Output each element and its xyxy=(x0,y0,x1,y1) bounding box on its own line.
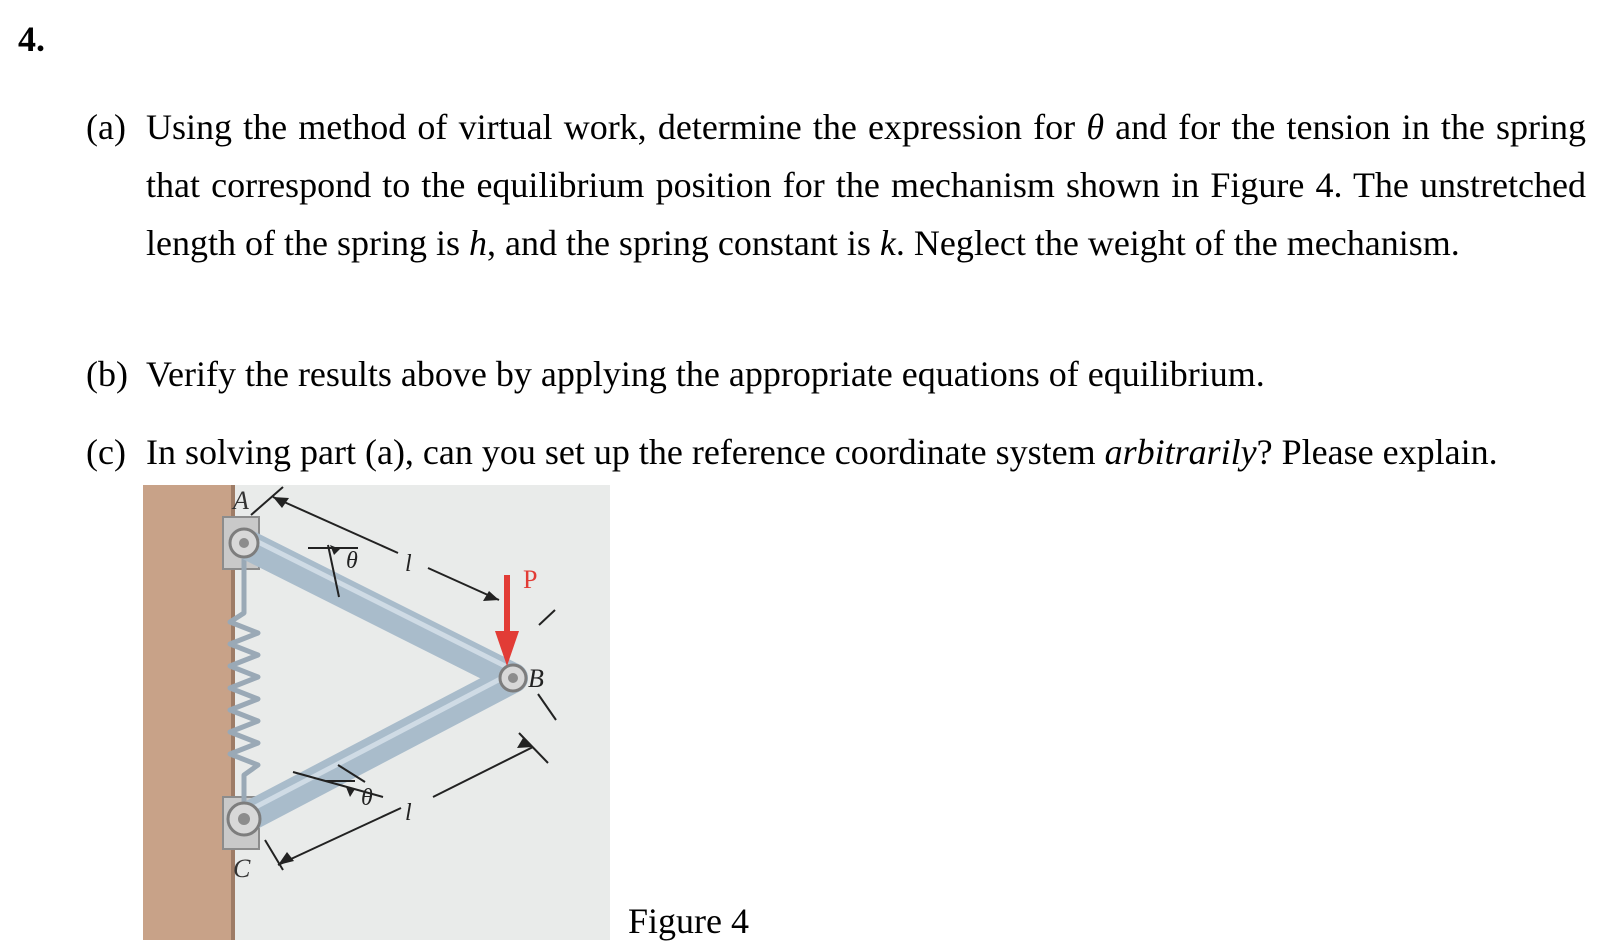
angle-theta-bottom: θ xyxy=(361,785,373,811)
figure-4-diagram xyxy=(143,485,610,940)
theta-symbol: θ xyxy=(1086,107,1104,147)
wall xyxy=(143,485,235,940)
part-a-label: (a) xyxy=(86,107,126,147)
dim-label-l-top: l xyxy=(405,551,412,577)
part-a-text-3: , and the spring constant is xyxy=(486,223,880,263)
question-number: 4. xyxy=(18,19,45,59)
angle-theta-top: θ xyxy=(346,548,358,574)
k-symbol: k xyxy=(879,223,896,263)
part-a-text-4: . Neglect the weight of the mechanism. xyxy=(895,223,1460,263)
h-symbol: h xyxy=(468,223,487,263)
part-b-text: Verify the results above by applying the appropriate equations of equilibrium. xyxy=(146,354,1265,394)
part-c xyxy=(86,423,1586,481)
part-a-text-2: and for the tension in the spring that correspond to the equilibrium position for the mechanism shown in Figure 4. The unstretched length of the spring is xyxy=(146,107,1586,263)
part-c-text-2: ? Please explain. xyxy=(1256,432,1498,472)
part-c-text xyxy=(146,423,1586,481)
part-c-text-1: In solving part (a), can you set up the reference coordinate system xyxy=(146,432,1105,472)
point-label-a: A xyxy=(233,486,249,515)
figure-caption: Figure 4 xyxy=(628,901,749,941)
force-arrow-shaft xyxy=(504,575,510,635)
part-c-label: (c) xyxy=(86,432,126,472)
force-label-p: P xyxy=(523,565,538,594)
part-b-label: (b) xyxy=(86,354,128,394)
part-a-text xyxy=(146,98,1586,272)
point-label-b: B xyxy=(528,664,544,693)
part-b xyxy=(86,345,1586,403)
part-a xyxy=(86,98,1586,272)
part-c-emphasis: arbitrarily xyxy=(1104,432,1257,472)
part-a-text-1: Using the method of virtual work, determine the expression for xyxy=(146,107,1087,147)
point-label-c: C xyxy=(233,854,251,883)
dim-label-l-bottom: l xyxy=(405,800,412,826)
